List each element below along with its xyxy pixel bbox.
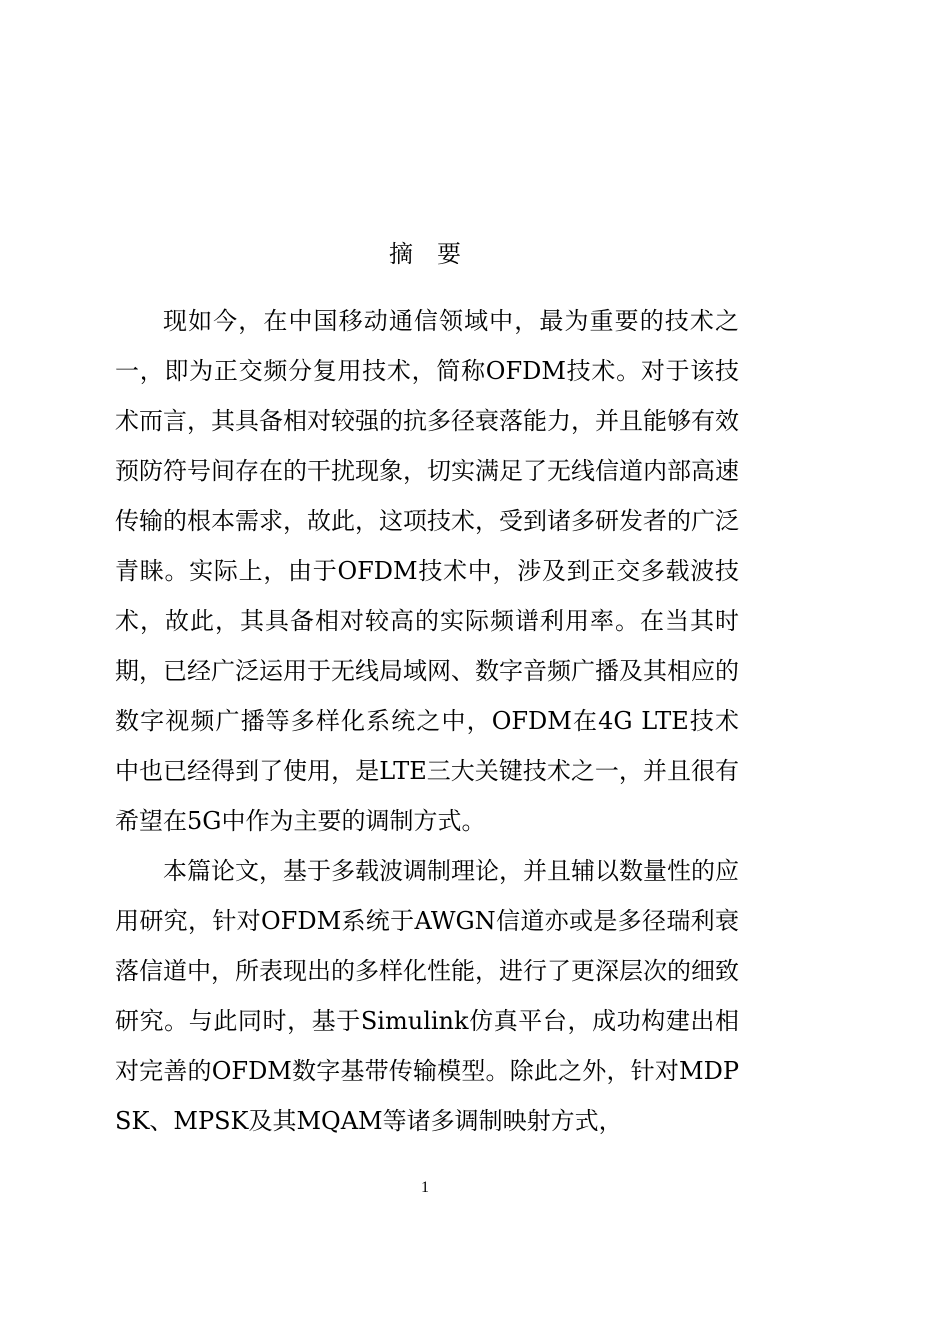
abstract-body (115, 296, 739, 1146)
paragraph-2: 本篇论文，基于多载波调制理论，并且辅以数量性的应用研究，针对OFDM系统于AWGN信道亦或是多径瑞利衰落信道中，所表现出的多样化性能，进行了更深层次的细致研究。与此同时，基于Simulink仿真平台，成功构建出相对完善的OFDM数字基带传输模型。除此之外，针对MDPSK、MPSK及其MQAM等诸多调制映射方式， (115, 857, 739, 1135)
page-number: 1 (421, 1179, 429, 1196)
paragraph-1: 现如今，在中国移动通信领域中，最为重要的技术之一，即为正交频分复用技术，简称OFDM技术。对于该技术而言，其具备相对较强的抗多径衰落能力，并且能够有效预防符号间存在的干扰现象，切实满足了无线信道内部高速传输的根本需求，故此，这项技术，受到诸多研发者的广泛青睐。实际上，由于OFDM技术中，涉及到正交多载波技术，故此，其具备相对较高的实际频谱利用率。在当其时期，已经广泛运用于无线局域网、数字音频广播及其相应的数字视频广播等多样化系统之中，OFDM在4G LTE技术中也已经得到了使用，是LTE三大关键技术之一，并且很有希望在5G中作为主要的调制方式。 (115, 307, 739, 835)
page-title: 摘要 (389, 240, 485, 268)
